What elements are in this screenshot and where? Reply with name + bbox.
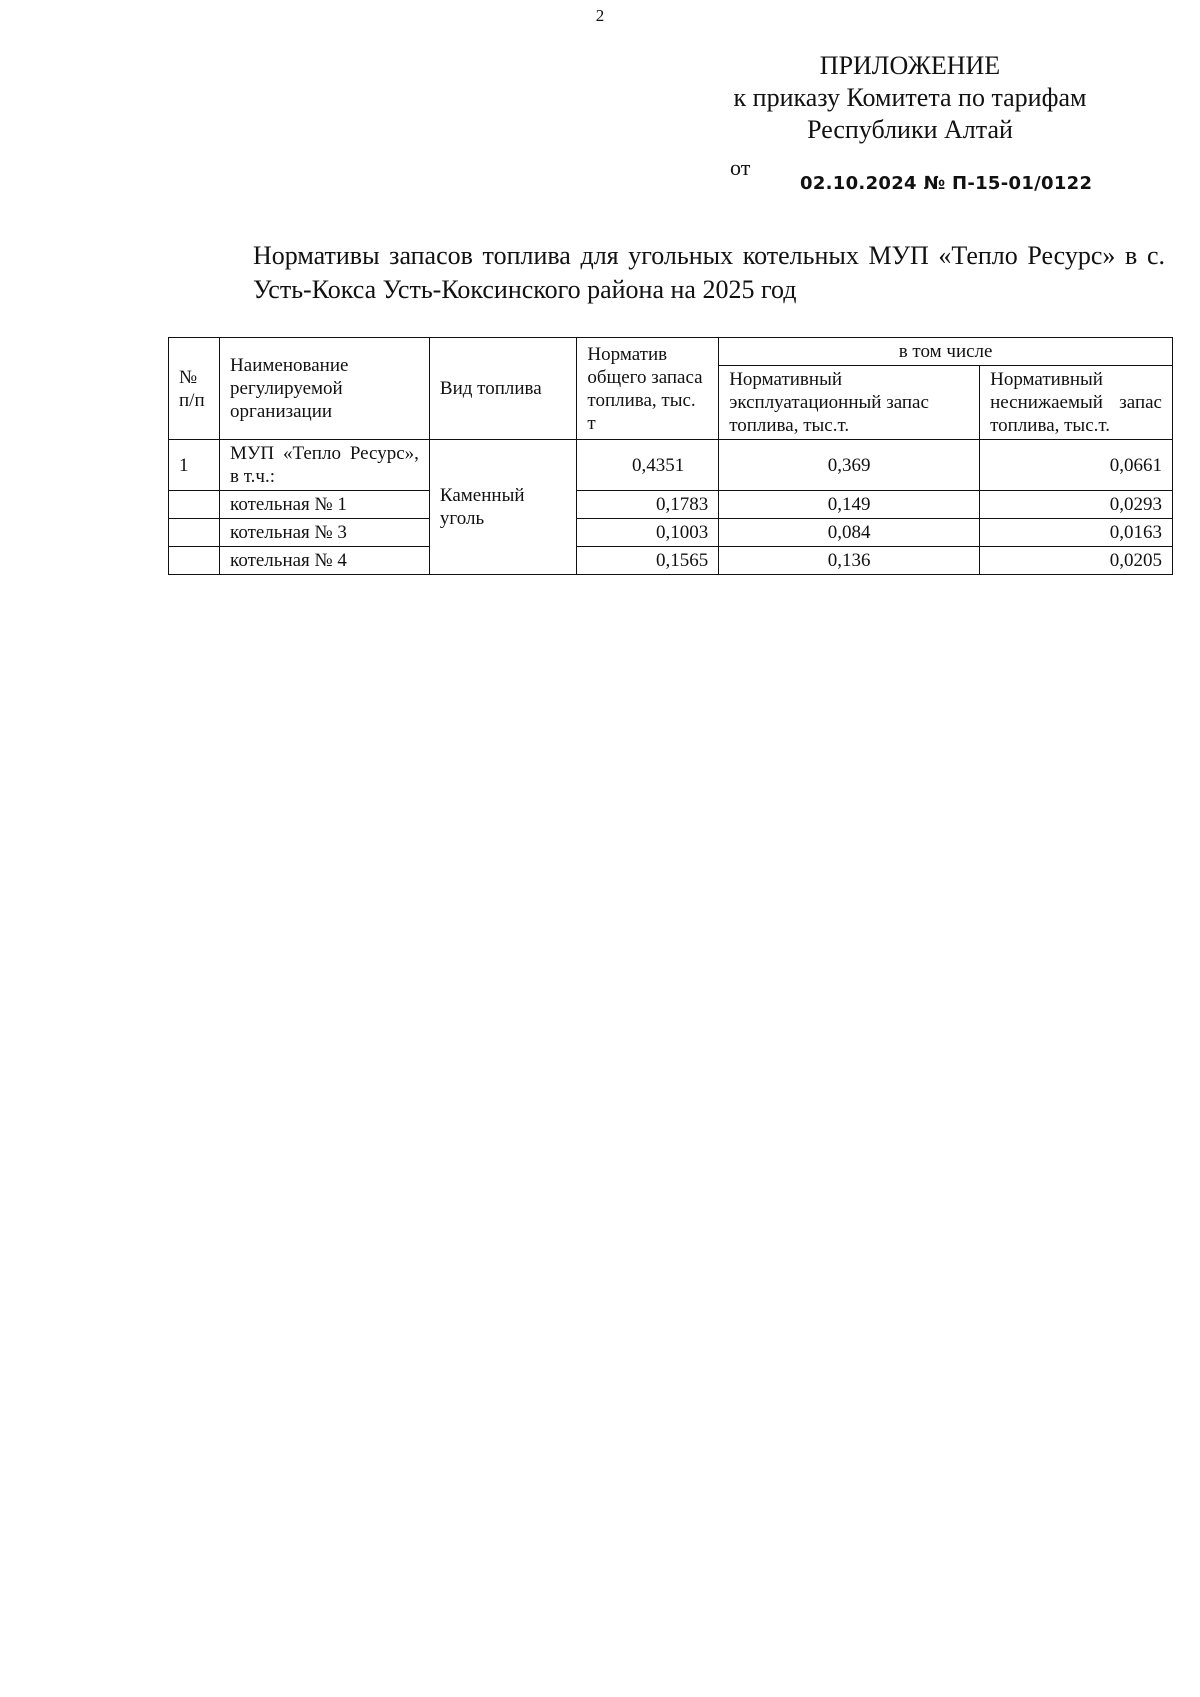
table-row <box>169 547 1173 575</box>
fuel-norms-table <box>168 337 1173 575</box>
row-operational: 0,136 <box>719 547 980 575</box>
row-num <box>169 519 220 547</box>
order-reference: 02.10.2024 № П-15-01/0122 <box>800 173 1093 194</box>
header-including: в том числе <box>719 338 1173 366</box>
header-total: Норматив общего запаса топлива, тыс. т <box>577 338 719 440</box>
table-header-row <box>169 338 1173 366</box>
page-number: 2 <box>595 6 605 25</box>
header-operational: Нормативный эксплуатационный запас топлива, тыс.т. <box>719 366 980 440</box>
row-operational: 0,149 <box>719 491 980 519</box>
row-total: 0,1565 <box>577 547 719 575</box>
row-minimum: 0,0293 <box>980 491 1173 519</box>
row-minimum: 0,0205 <box>980 547 1173 575</box>
appendix-heading: ПРИЛОЖЕНИЕ <box>819 51 1001 80</box>
row-operational: 0,369 <box>719 440 980 491</box>
appendix-line-2: Республики Алтай <box>807 115 1013 144</box>
row-operational: 0,084 <box>719 519 980 547</box>
table-row <box>169 440 1173 491</box>
header-org: Наименование регулируемой организации <box>220 338 430 440</box>
row-minimum: 0,0163 <box>980 519 1173 547</box>
table-row <box>169 491 1173 519</box>
header-minimum: Нормативный неснижаемый запас топлива, тыс.т. <box>980 366 1173 440</box>
row-total: 0,4351 <box>577 440 719 491</box>
row-num <box>169 491 220 519</box>
row-minimum: 0,0661 <box>980 440 1173 491</box>
appendix-header <box>700 50 1120 146</box>
row-num <box>169 547 220 575</box>
row-org: котельная № 3 <box>220 519 430 547</box>
row-org: МУП «Тепло Ресурс», в т.ч.: <box>220 440 430 491</box>
row-total: 0,1003 <box>577 519 719 547</box>
header-num: № п/п <box>169 338 220 440</box>
fuel-type-cell: Каменный уголь <box>429 440 576 575</box>
row-org: котельная № 1 <box>220 491 430 519</box>
appendix-line-1: к приказу Комитета по тарифам <box>733 83 1087 112</box>
row-total: 0,1783 <box>577 491 719 519</box>
header-fuel: Вид топлива <box>429 338 576 440</box>
table-row <box>169 519 1173 547</box>
document-title: Нормативы запасов топлива для угольных котельных МУП «Тепло Ресурс» в с. Усть-Кокса Усть-Коксинского района на 2025 год <box>253 241 1165 304</box>
row-num: 1 <box>169 440 220 491</box>
row-org: котельная № 4 <box>220 547 430 575</box>
order-from-label: от <box>730 155 751 180</box>
